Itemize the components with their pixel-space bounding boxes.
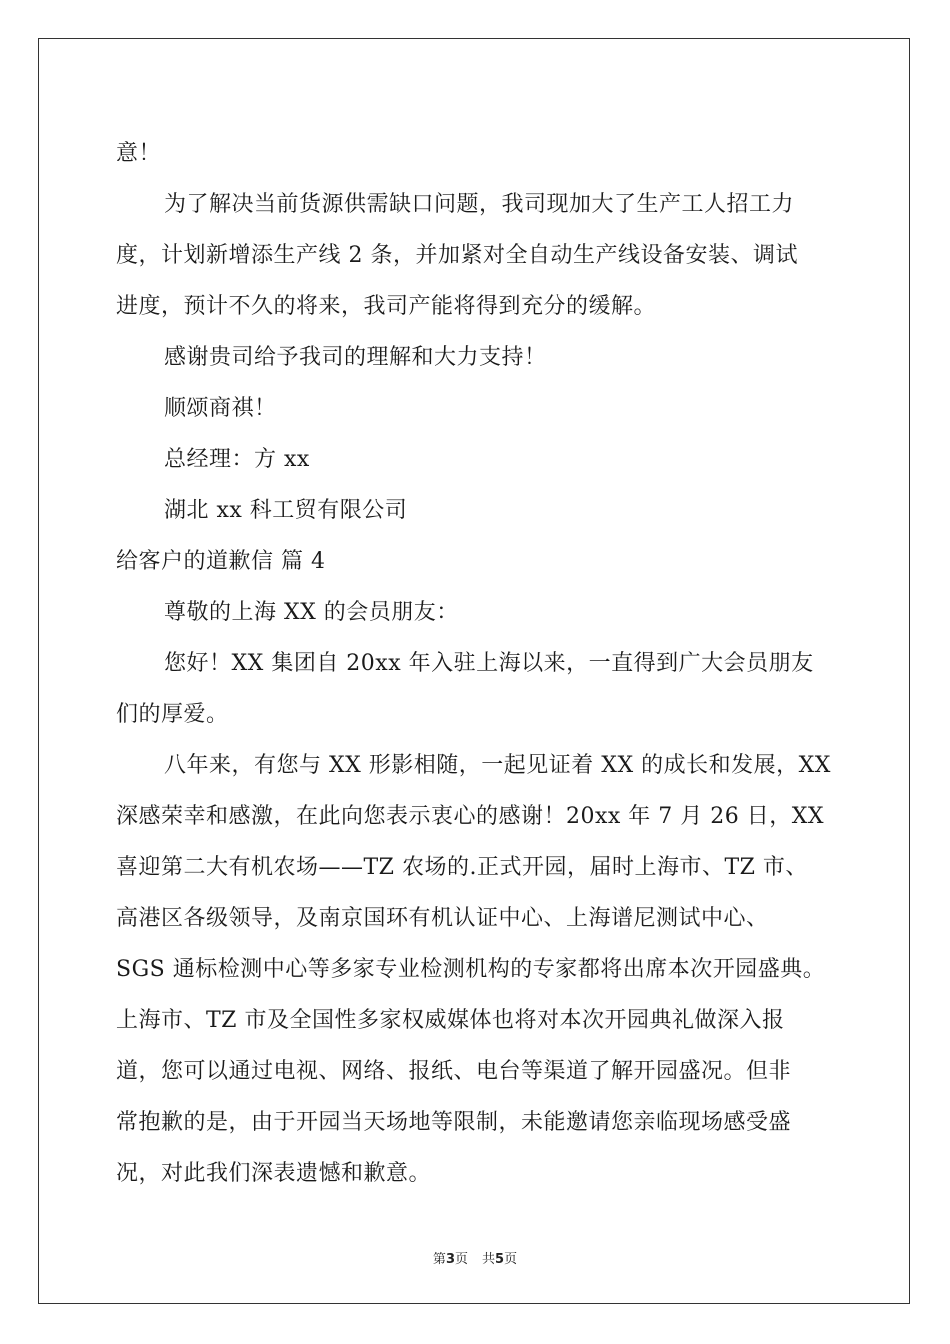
page-prefix: 第 [432, 1252, 446, 1267]
text-line: SGS 通标检测中心等多家专业检测机构的专家都将出席本次开园盛典。 [116, 957, 826, 982]
closing-salutation: 顺颂商祺！ [164, 396, 277, 421]
page-number-footer [0, 1248, 950, 1267]
text-line: 八年来，有您与 XX 形影相随，一起见证着 XX 的成长和发展，XX [164, 753, 831, 778]
section-heading: 给客户的道歉信 篇 4 [116, 549, 326, 574]
greeting: 尊敬的上海 XX 的会员朋友： [164, 600, 459, 625]
signature-name: 总经理：方 xx [164, 447, 310, 472]
signature-company: 湖北 xx 科工贸有限公司 [164, 498, 408, 523]
current-page-number: 3 [445, 1252, 455, 1267]
text-line: 为了解决当前货源供需缺口问题，我司现加大了生产工人招工力 [164, 192, 795, 217]
text-line: 高港区各级领导，及南京国环有机认证中心、上海谱尼测试中心、 [116, 906, 769, 931]
text-line: 们的厚爱。 [116, 702, 229, 727]
text-line: 进度，预计不久的将来，我司产能将得到充分的缓解。 [116, 294, 657, 319]
text-line: 喜迎第二大有机农场——TZ 农场的.正式开园，届时上海市、TZ 市、 [116, 855, 808, 880]
text-line: 况，对此我们深表遗憾和歉意。 [116, 1161, 432, 1186]
text-line: 常抱歉的是，由于开园当天场地等限制，未能邀请您亲临现场感受盛 [116, 1110, 792, 1135]
text-line: 上海市、TZ 市及全国性多家权威媒体也将对本次开园典礼做深入报 [116, 1008, 785, 1033]
page-suffix: 页 [454, 1252, 468, 1267]
text-line: 意！ [116, 141, 162, 166]
total-pages-number: 5 [495, 1252, 505, 1267]
document-body [116, 128, 856, 1199]
total-suffix: 页 [504, 1252, 518, 1267]
total-prefix: 共 [482, 1252, 496, 1267]
text-line: 深感荣幸和感激，在此向您表示衷心的感谢！20xx 年 7 月 26 日，XX [116, 804, 825, 829]
text-line: 您好！XX 集团自 20xx 年入驻上海以来，一直得到广大会员朋友 [164, 651, 814, 676]
text-line: 道，您可以通过电视、网络、报纸、电台等渠道了解开园盛况。但非 [116, 1059, 792, 1084]
text-line: 感谢贵司给予我司的理解和大力支持！ [164, 345, 547, 370]
text-line: 度，计划新增添生产线 2 条，并加紧对全自动生产线设备安装、调试 [116, 243, 798, 268]
